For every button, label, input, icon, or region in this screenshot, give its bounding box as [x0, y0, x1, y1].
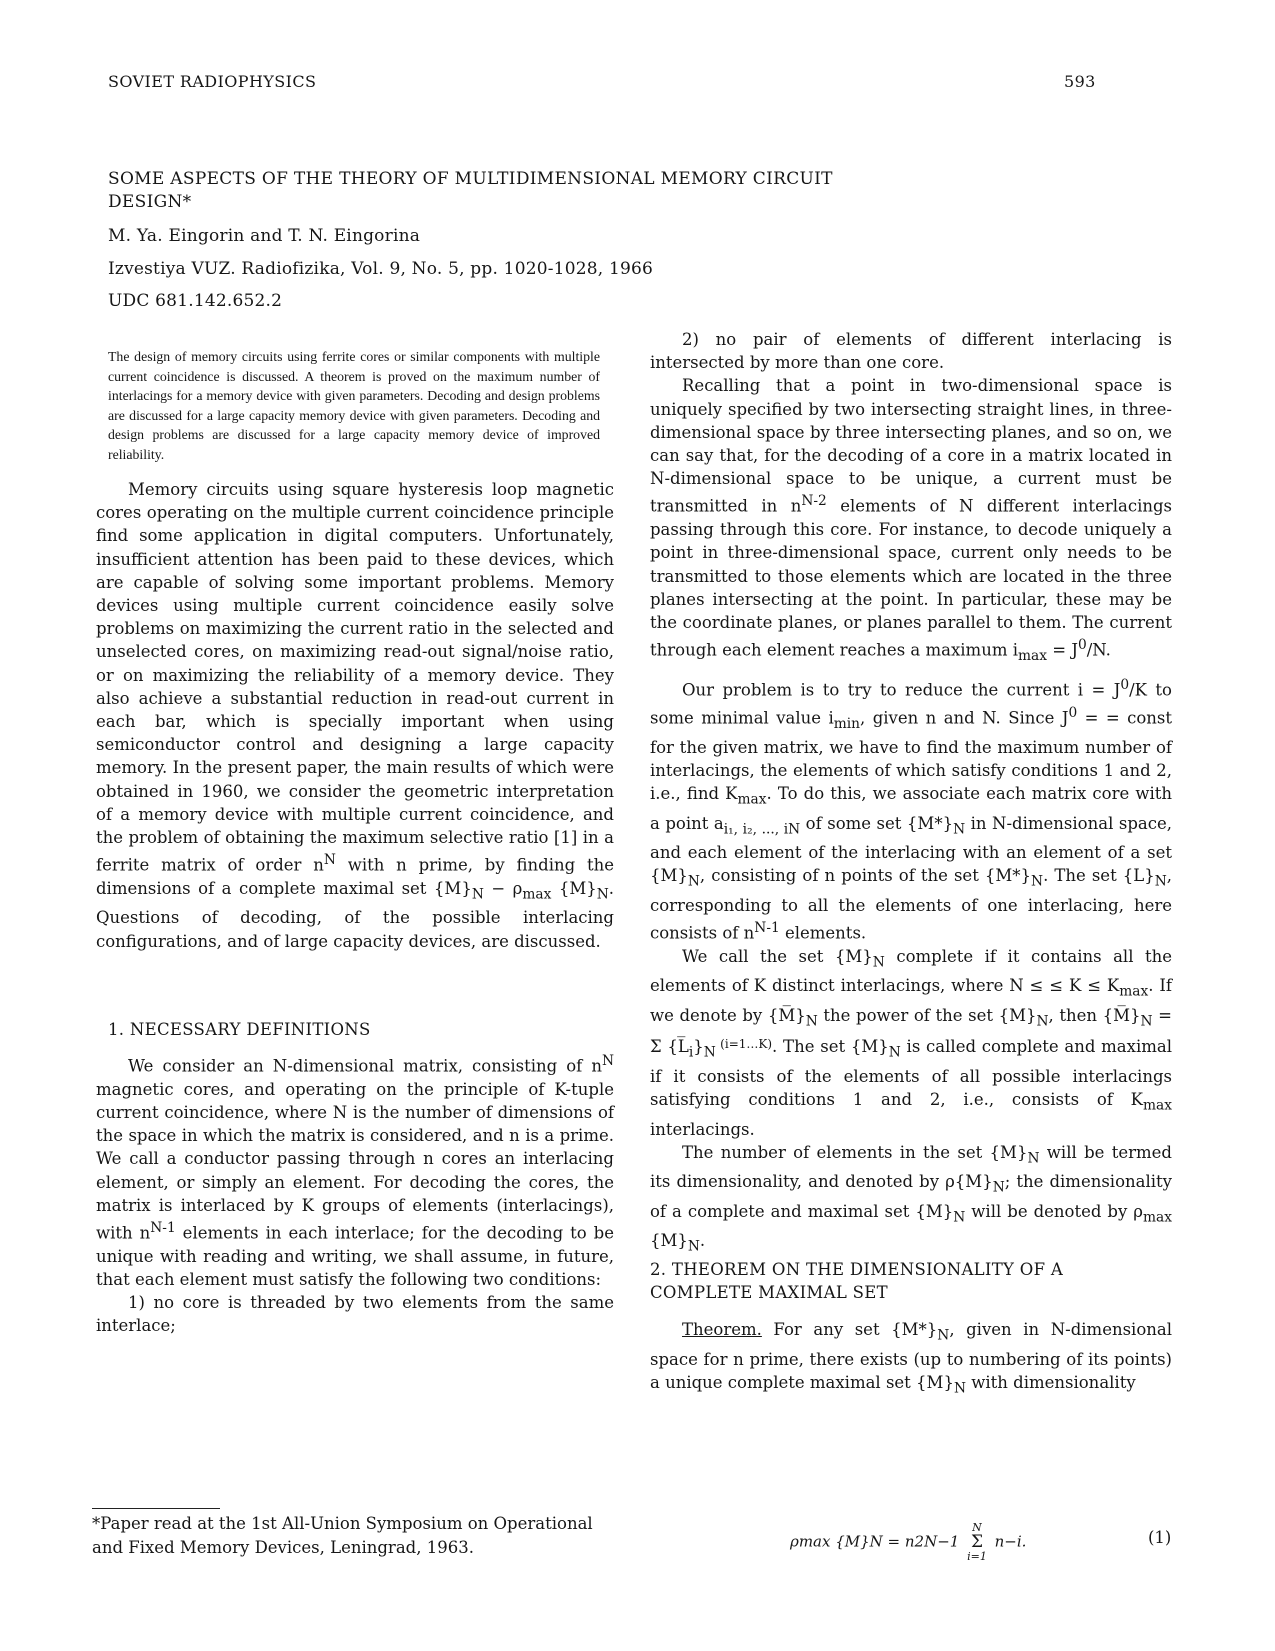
p2-text-b: elements of N different interlacings passing through this core. For instance, to decode uniquely a point in three-dimensional space, current only needs to be transmitted to those elements which are located in the three planes intersecting at the point. In particular, these may be the coordinate planes, or planes parallel to them. The current through each element reaches a maximum i	[650, 496, 1173, 660]
p4-text-h: . The set {M}	[772, 1037, 889, 1057]
intro-paragraph	[96, 478, 614, 953]
p4-sub-n5: N	[703, 1044, 716, 1061]
s1-sup-a: N	[601, 1053, 614, 1069]
p3-text-d: = = const for the given matrix, we have to find the maximum number of interlacings, the elements of which satisfy conditions 1 and 2, i.e., find K	[650, 708, 1172, 804]
p4-sub-n3: N	[1036, 1013, 1049, 1030]
p4-text-b: complete if it contains all the elements of K distinct interlacings, where N ≤ ≤ K ≤ K	[650, 946, 1173, 996]
p3-text-j: , corresponding to all the elements of one interlacing, here consists of n	[650, 866, 1172, 943]
authors: M. Ya. Eingorin and T. N. Eingorina	[108, 226, 421, 246]
p4-sub-n2: N	[805, 1013, 818, 1030]
udc-code: UDC 681.142.652.2	[108, 291, 283, 311]
p4-sub-n4: N	[1140, 1013, 1153, 1030]
sum-top: K	[758, 1037, 768, 1052]
equation-1	[790, 1522, 1026, 1563]
thm-sub-n2: N	[953, 1380, 966, 1396]
p2-text-a: Recalling that a point in two-dimensional space is uniquely specified by two intersecting straight lines, in three-dimensional space by three intersecting planes, and so on, we can say that, for the decoding of a core in a matrix located in N-dimensional space to be unique, a current must be transmitted in n	[650, 376, 1172, 516]
p5-text-b: will be termed its dimensionality, and denoted by ρ{M}	[650, 1142, 1172, 1192]
p4-text-g: }	[693, 1037, 704, 1057]
p4-text-a: We call the set {M}	[682, 946, 873, 966]
intro-text-end: . Questions of decoding, of the possible interlacing configurations, and of large capacity devices, are discussed.	[96, 878, 614, 951]
p4-text-c: . If we denote by {M̅}	[650, 976, 1172, 1025]
p3-text-i: . The set {L}	[1043, 866, 1155, 886]
citation: Izvestiya VUZ. Radiofizika, Vol. 9, No. 5, pp. 1020-1028, 1966	[108, 259, 654, 279]
p3-sub-n2: N	[687, 873, 700, 890]
p5-text-d: will be denoted by ρ	[965, 1201, 1143, 1221]
footnote: *Paper read at the 1st All-Union Symposium on Operational and Fixed Memory Devices, Leningrad, 1963.	[92, 1514, 593, 1557]
p5-sub-n1: N	[1027, 1150, 1040, 1167]
equation-number: (1)	[1148, 1528, 1172, 1547]
p3-text-b: /K to some minimal value i	[650, 680, 1172, 728]
p5-text-c: ; the dimensionality of a complete and maximal set {M}	[650, 1172, 1172, 1221]
p5-text-e: {M}	[650, 1231, 688, 1251]
footnote-rule	[92, 1508, 220, 1509]
p3-sub-n1: N	[953, 821, 966, 838]
p2-sup-0: 0	[1077, 637, 1087, 654]
theorem-paragraph	[650, 1318, 1172, 1400]
p3-sup-1: 0	[1068, 704, 1078, 721]
p5-sub-n2: N	[992, 1179, 1005, 1196]
equation-rhs: n−i.	[994, 1532, 1027, 1551]
sum-bottom: i=1	[724, 1037, 747, 1052]
p5-sub-n4: N	[687, 1238, 700, 1255]
p2-sup: N-2	[801, 493, 827, 510]
thm-text-c: with dimensionality	[965, 1372, 1136, 1392]
p3-sup: 0	[1120, 677, 1130, 694]
p3-sup-n1: N-1	[754, 920, 780, 937]
p3-sub-index: i₁, i₂, ..., iN	[723, 821, 801, 838]
right-column-top	[650, 328, 1172, 1259]
equation-lhs: ρmax {M}N = n2N−1	[790, 1532, 960, 1551]
p5-text-a: The number of elements in the set {M}	[682, 1142, 1028, 1162]
intro-sup: N	[323, 852, 336, 869]
p3-text-k: elements.	[779, 923, 867, 943]
p4-sub-n1: N	[872, 954, 885, 971]
p3-sub-max: max	[737, 791, 767, 808]
thm-text-a: For any set {M*}	[761, 1320, 938, 1339]
paper-title: SOME ASPECTS OF THE THEORY OF MULTIDIMENSIONAL MEMORY CIRCUIT DESIGN*	[108, 169, 833, 212]
section-1-heading: 1. NECESSARY DEFINITIONS	[108, 1020, 371, 1039]
condition-2: 2) no pair of elements of different interlacing is intersected by more than one core.	[650, 330, 1172, 373]
thm-sub-n1: N	[937, 1327, 950, 1344]
p4-sub-max: max	[1119, 983, 1149, 1000]
intro-rho: − ρ	[483, 878, 523, 898]
running-head: SOVIET RADIOPHYSICS	[108, 72, 317, 91]
s1-text-c: elements in each interlace; for the decoding to be unique with reading and writing, we shall assume, in future, that each element must satisfy the following two conditions:	[96, 1223, 614, 1289]
p5-sub-max: max	[1143, 1209, 1172, 1226]
abstract: The design of memory circuits using ferrite cores or similar components with multiple current coincidence is discussed. A theorem is proved on the maximum number of interlacings for a memory device with given parameters. Decoding and design problems are discussed for a large capacity memory device with given parameters. Decoding and design problems are discussed for a large capacity memory device of improved reliability.	[108, 349, 600, 462]
s1-text-b: magnetic cores, and operating on the principle of K-tuple current coincidence, where N is the number of dimensions of the space in which the matrix is considered, and n is a prime. We call a conductor passing through n cores an interlacing element, or simply an element. For decoding the cores, the matrix is interlaced by K groups of elements (interlacings), with n	[96, 1079, 614, 1243]
p3-text-e: . To do this, we associate each matrix core with a point a	[650, 784, 1172, 833]
s1-text-a: We consider an N-dimensional matrix, consisting of n	[128, 1056, 602, 1076]
section-1-body	[96, 1050, 614, 1337]
intro-sub-n: N	[596, 886, 609, 903]
intro-text-mid: with n prime, by finding the dimensions of a complete maximal set {M}	[96, 855, 614, 898]
condition-1: 1) no core is threaded by two elements from the same interlace;	[96, 1293, 614, 1336]
p3-text-g: in N-dimensional space, and each element of the interlacing with an element of a set {M}	[650, 813, 1172, 886]
p5-text-f: .	[699, 1231, 706, 1251]
p3-text-a: Our problem is to try to reduce the current i = J	[682, 680, 1121, 700]
p3-sub-n3: N	[1031, 873, 1044, 890]
p4-text-d: the power of the set {M}	[817, 1005, 1037, 1025]
p4-text-f: = Σ {L̅	[650, 1005, 1172, 1057]
p4-text-i: is called complete and maximal if it consists of the elements of all possible interlacings satisfying conditions 1 and 2, i.e., consists of K	[650, 1037, 1172, 1110]
equation-sum-top: N	[972, 1521, 982, 1534]
intro-sub: N	[471, 886, 484, 903]
p4-sub-i: i	[688, 1044, 694, 1061]
p4-sub-n6: N	[888, 1044, 901, 1061]
p3-text-c: , given n and N. Since J	[860, 708, 1069, 728]
p3-text-f: of some set {M*}	[800, 813, 954, 833]
equation-sum-bottom: i=1	[967, 1550, 987, 1563]
theorem-label: Theorem.	[682, 1320, 762, 1339]
p5-sub-n3: N	[953, 1209, 966, 1226]
intro-set: {M}	[551, 878, 597, 898]
p4-text-e: , then {M̅}	[1048, 1005, 1141, 1025]
p4-text-j: interlacings.	[650, 1119, 755, 1139]
p4-sub-max2: max	[1143, 1097, 1172, 1114]
p3-sub-n4: N	[1154, 873, 1167, 890]
section-2-heading: 2. THEOREM ON THE DIMENSIONALITY OF A COMPLETE MAXIMAL SET	[650, 1260, 1064, 1302]
p2-text-c: = J	[1047, 640, 1078, 660]
sum-limits: (i=1…K)	[715, 1037, 773, 1052]
p3-sub-min: min	[833, 715, 861, 732]
equation-sum: N Σ i=1	[967, 1521, 987, 1563]
p2-text-d: /N.	[1086, 640, 1111, 660]
page-number: 593	[1064, 72, 1096, 91]
thm-text-b: , given in N-dimensional space for n prime, there exists (up to numbering of its points) a unique complete maximal set {M}	[650, 1320, 1173, 1392]
s1-sup-b: N-1	[150, 1219, 176, 1236]
p2-sub: max	[1018, 647, 1047, 664]
intro-text: Memory circuits using square hysteresis loop magnetic cores operating on the multiple current coincidence principle find some application in digital computers. Unfortunately, insufficient attention has been paid to these devices, which are capable of solving some important problems. Memory devices using multiple current coincidence easily solve problems on maximizing the current ratio in the selected and unselected cores, on maximizing read-out signal/noise ratio, or on maximizing the reliability of a memory device. They also achieve a substantial reduction in read-out current in each bar, which is specially important when using semiconductor control and designing a large capacity memory. In the present paper, the main results of which were obtained in 1960, we consider the geometric interpretation of a memory device with multiple current coincidence, and the problem of obtaining the maximum selective ratio [1] in a ferrite matrix of order n	[96, 480, 614, 875]
p3-text-h: , consisting of n points of the set {M*}	[699, 866, 1032, 886]
intro-sub-max: max	[522, 886, 552, 903]
